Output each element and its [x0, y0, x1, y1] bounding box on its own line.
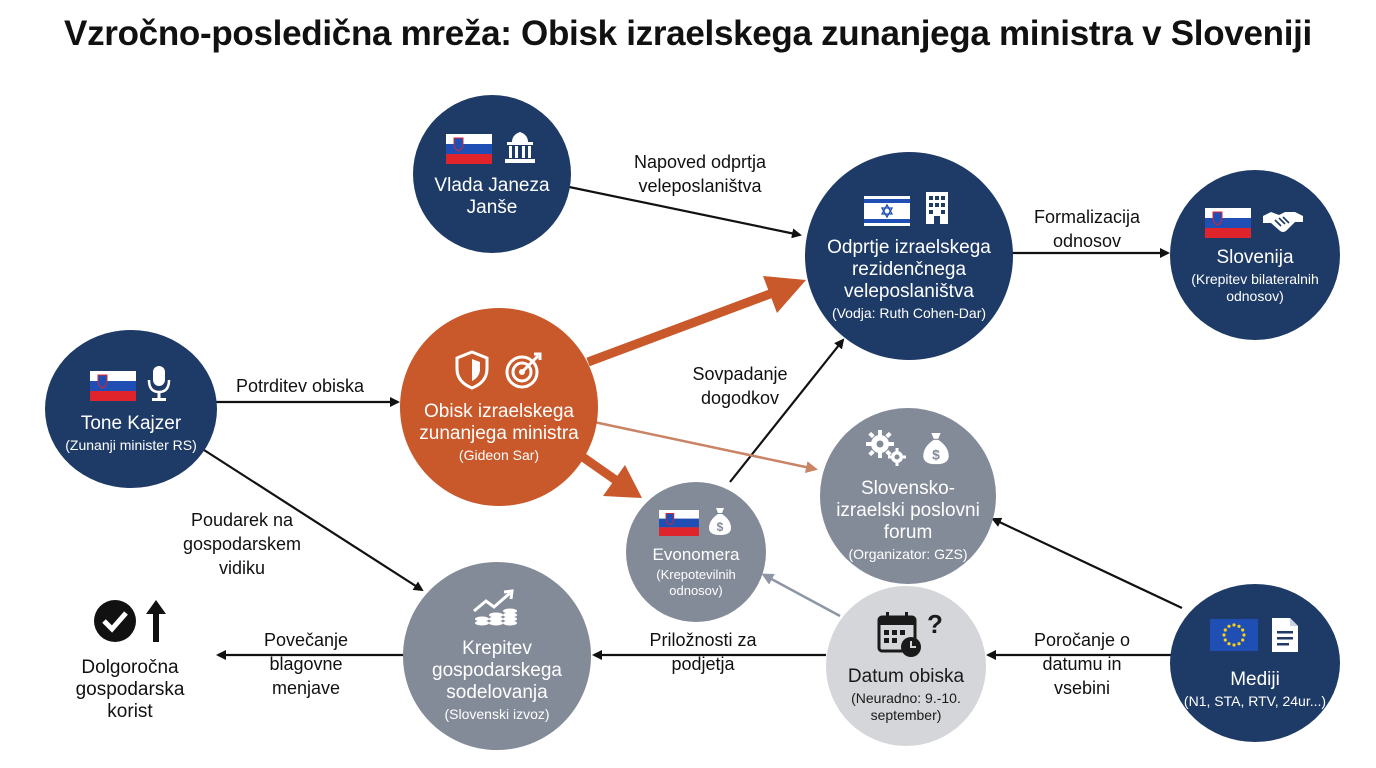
node-slovenija-sub: (Krepitev bilateralnih odnosov): [1191, 270, 1319, 304]
node-forum: [820, 408, 996, 584]
edge-label-priloznosti: Priložnosti za podjetja: [649, 630, 757, 674]
node-kajzer: [45, 330, 217, 488]
node-mediji: [1170, 584, 1340, 742]
node-vlada: [413, 95, 571, 253]
node-kajzer-sub: (Zunanji minister RS): [65, 437, 197, 453]
node-evonomera: [626, 482, 766, 622]
microphone-icon: [146, 364, 172, 407]
node-evonomera-icons: [659, 506, 733, 541]
growth-chart-icon: [470, 589, 524, 634]
edge-label-potrditev: Potrditev obiska: [235, 376, 365, 396]
shield-icon: [454, 350, 490, 395]
node-datum: [826, 586, 986, 746]
edge-obisk-odprtje-shaft: [588, 291, 778, 362]
office-building-icon: [920, 190, 954, 231]
slovenia-flag-icon: [659, 510, 699, 536]
edge-label-sovpadanje: Sovpadanje dogodkov: [692, 364, 788, 408]
node-datum-icons: [871, 609, 941, 664]
calendar-question-icon: [871, 609, 941, 664]
node-slovenija: [1170, 170, 1340, 340]
node-odprtje-sub: (Vodja: Ruth Cohen-Dar): [831, 305, 987, 321]
page-title: Vzročno-posledična mreža: Obisk izraelskega zunanjega ministra v Sloveniji: [64, 14, 1312, 53]
node-evonomera-label: Evonomera: [652, 544, 740, 564]
edge-label-porocanje: Poročanje o datumu in vsebini: [1033, 630, 1131, 698]
node-kajzer-label: Tone Kajzer: [80, 413, 182, 434]
arrow-up-icon: [144, 598, 168, 649]
document-icon: [1270, 616, 1300, 659]
gears-icon: [865, 429, 907, 472]
edge-label-povecanje: Povečanje blagovne menjave: [263, 630, 349, 698]
check-circle-icon: [92, 598, 138, 649]
slovenia-flag-icon: [1205, 208, 1251, 238]
node-vlada-label: Vlada Janeza Janše: [434, 174, 550, 218]
handshake-icon: [1261, 206, 1305, 241]
node-forum-icons: [865, 429, 951, 472]
node-odprtje-icons: [864, 190, 954, 231]
government-building-icon: [502, 130, 538, 169]
node-slovenija-icons: [1205, 206, 1305, 241]
node-forum-label: Slovensko-izraelski poslovni forum: [836, 478, 980, 543]
node-datum-sub: (Neuradno: 9.-10. september): [851, 689, 961, 723]
edge-datum-evonomera-arrow: [764, 575, 840, 616]
svg-text:$: $: [932, 446, 940, 463]
edge-label-napoved: Napoved odprtja veleposlaništva: [633, 152, 767, 196]
slovenia-flag-icon: [446, 134, 492, 164]
node-obisk-icons: [454, 350, 544, 395]
node-obisk-label: Obisk izraelskega zunanjega ministra: [419, 401, 579, 444]
node-krepitev: [403, 562, 591, 750]
node-krepitev-sub: (Slovenski izvoz): [444, 706, 550, 722]
node-kajzer-icons: [90, 364, 172, 407]
slovenia-flag-icon: [90, 371, 136, 401]
node-mediji-sub: (N1, STA, RTV, 24ur...): [1183, 693, 1327, 709]
svg-text:$: $: [716, 519, 724, 534]
svg-text:?: ?: [927, 608, 943, 639]
node-krepitev-icons: [470, 589, 524, 634]
node-odprtje-label: Odprtje izraelskega rezidenčnega veleposlaništva: [827, 237, 991, 302]
edge-obisk-forum-arrow: [594, 422, 815, 469]
node-forum-sub: (Organizator: GZS): [848, 546, 968, 562]
node-slovenija-label: Slovenija: [1216, 246, 1294, 268]
money-bag-icon: [707, 506, 733, 541]
edge-mediji-forum-arrow: [993, 519, 1182, 608]
node-vlada-icons: [446, 130, 538, 169]
node-korist: [60, 598, 200, 723]
target-icon: [504, 350, 544, 395]
israel-flag-icon: [864, 196, 910, 226]
node-obisk-sub: (Gideon Sar): [458, 447, 540, 463]
eu-flag-icon: [1210, 619, 1258, 656]
edge-label-formalizacija: Formalizacija odnosov: [1033, 207, 1141, 251]
money-bag-icon: [921, 430, 951, 471]
edge-label-poudarek: Poudarek na gospodarskem vidiku: [182, 510, 302, 578]
node-evonomera-sub: (Krepotevilnih odnosov): [656, 566, 736, 598]
node-odprtje: [805, 152, 1013, 360]
node-korist-label: Dolgoročna gospodarska korist: [75, 657, 185, 722]
node-krepitev-label: Krepitev gospodarskega sodelovanja: [432, 638, 562, 703]
node-datum-label: Datum obiska: [847, 665, 965, 687]
node-mediji-label: Mediji: [1230, 669, 1280, 690]
node-korist-icons: [60, 598, 200, 649]
node-mediji-icons: [1210, 616, 1300, 659]
node-obisk: [400, 308, 598, 506]
